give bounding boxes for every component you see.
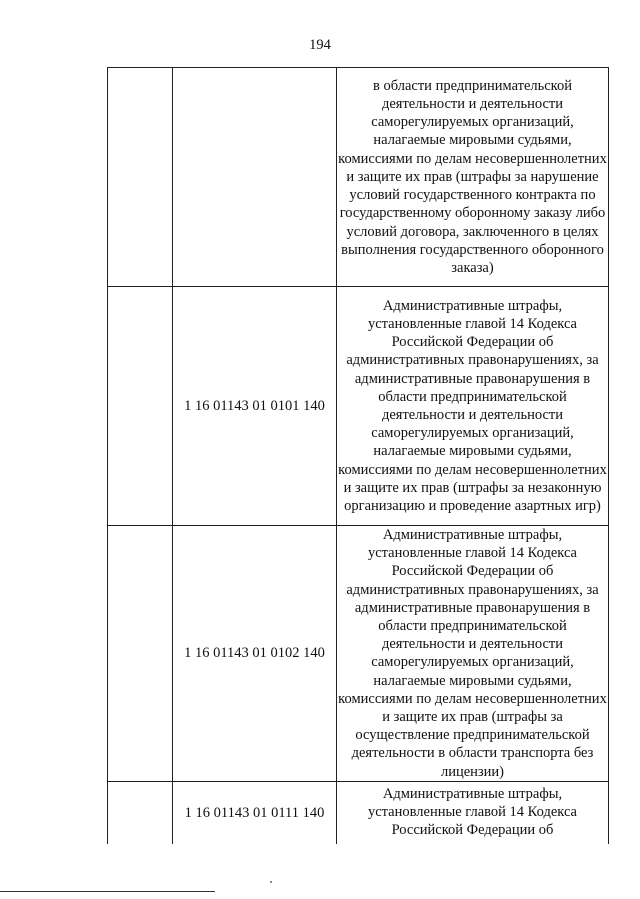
- table-cell-empty: [108, 287, 173, 526]
- table-cell-description: Административные штрафы, установленные главой 14 Кодекса Российской Федерации об: [337, 781, 609, 844]
- table-cell-code: 1 16 01143 01 0102 140: [173, 526, 337, 782]
- table-row: [108, 781, 609, 844]
- table-cell-empty: [108, 781, 173, 844]
- table-row: [108, 68, 609, 287]
- table-cell-code: 1 16 01143 01 0101 140: [173, 287, 337, 526]
- budget-codes-table: [107, 67, 609, 844]
- table-row: [108, 287, 609, 526]
- table-row: [108, 526, 609, 782]
- table-cell-empty: [108, 526, 173, 782]
- scan-speck: [270, 881, 272, 883]
- table-cell-code: [173, 68, 337, 287]
- table-cell-description: в области предпринимательской деятельности и деятельности саморегулируемых организаций, налагаемые мировыми судьями, комиссиями по делам несовершеннолетних и защите их прав (штрафы за нарушение условий государственного контракта по государственному оборонному заказу либо условий договора, заключенного в целях выполнения государственного оборонного заказа): [337, 68, 609, 287]
- table-cell-empty: [108, 68, 173, 287]
- footnote-divider: [0, 891, 215, 892]
- page-number: 194: [309, 37, 331, 53]
- table-cell-description: Административные штрафы, установленные главой 14 Кодекса Российской Федерации об административных правонарушениях, за административные правонарушения в области предпринимательской деятельности и деятельности саморегулируемых организаций, налагаемые мировыми судьями, комиссиями по делам несовершеннолетних и защите их прав (штрафы за незаконную организацию и проведение азартных игр): [337, 287, 609, 526]
- table-cell-code: 1 16 01143 01 0111 140: [173, 781, 337, 844]
- table-cell-description: Административные штрафы, установленные главой 14 Кодекса Российской Федерации об административных правонарушениях, за административные правонарушения в области предпринимательской деятельности и деятельности саморегулируемых организаций, налагаемые мировыми судьями, комиссиями по делам несовершеннолетних и защите их прав (штрафы за осуществление предпринимательской деятельности в области транспорта без лицензии): [338, 527, 607, 780]
